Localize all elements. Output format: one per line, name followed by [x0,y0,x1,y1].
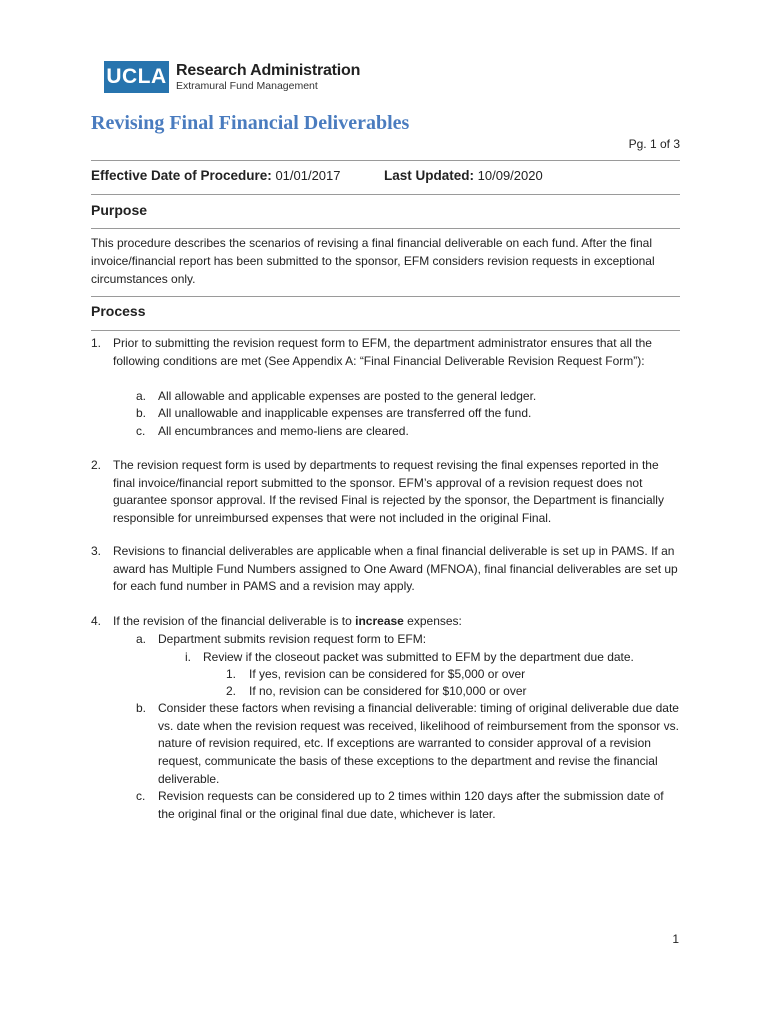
list-number: c. [136,424,146,438]
list-number: i. [185,650,191,664]
document-title: Revising Final Financial Deliverables [91,112,410,134]
list-item: All allowable and applicable expenses are posted to the general ledger. [158,389,537,403]
effective-date-value: 01/01/2017 [275,168,341,183]
divider [91,160,680,161]
emphasis-text: increase [355,614,404,628]
list-number: 1. [226,667,237,681]
list-item: All encumbrances and memo-liens are cleared. [158,424,409,438]
list-item: Review if the closeout packet was submitted to EFM by the department due date. [203,650,634,664]
list-number: a. [136,389,147,403]
list-number: c. [136,789,146,803]
process-heading: Process [91,303,146,319]
last-updated-label: Last Updated: [384,168,475,183]
page-number: 1 [672,932,679,946]
last-updated-value: 10/09/2020 [477,168,543,183]
logo-mark: UCLA [104,61,169,93]
list-number: 1. [91,336,102,350]
logo-subtitle: Extramural Fund Management [176,79,318,92]
list-item-text: If the revision of the financial deliverable is to [113,614,356,628]
list-item: Department submits revision request form to EFM: [158,632,427,646]
logo-title: Research Administration [176,61,361,79]
effective-date-label: Effective Date of Procedure: [91,168,272,183]
list-item: Revisions to financial deliverables are applicable when a final financial deliverable is set up in PAMS. If an award has Multiple Fund Numbers assigned to One Award (MFNOA), final financial deliverables are set up for each fund number in PAMS and a revision may apply. [113,544,678,594]
list-item: If yes, revision can be considered for $5,000 or over [249,667,526,681]
divider [91,296,680,297]
list-number: 2. [226,684,237,698]
list-number: 4. [91,614,102,628]
ucla-logo [104,61,360,93]
list-item-text: expenses: [403,614,462,628]
list-number: 2. [91,458,102,472]
purpose-heading: Purpose [91,202,148,218]
logo-text [176,63,360,92]
divider [91,228,680,229]
divider [91,194,680,195]
last-updated [384,168,543,183]
divider [91,330,680,331]
list-number: b. [136,406,147,420]
list-item: Consider these factors when revising a financial deliverable: timing of original deliverable due date vs. date when the revision request was received, likelihood of reimbursement from the sponsor vs. nature of revision required, etc. If exceptions are warranted to consider approval of a revision request, communicate the basis of these exceptions to the department and revise the financial deliverable. [158,701,679,786]
page-indicator: Pg. 1 of 3 [628,137,680,151]
list-item: Prior to submitting the revision request form to EFM, the department administrator ensures that all the following conditions are met (See Appendix A: “Final Financial Deliverable Revision Request Form”): [113,336,652,368]
list-number: b. [136,701,147,715]
list-item: Revision requests can be considered up to 2 times within 120 days after the submission date of the original final or the original final due date, whichever is later. [158,789,664,821]
effective-date [91,168,341,183]
list-number: 3. [91,544,102,558]
purpose-text: This procedure describes the scenarios of revising a final financial deliverable on each fund. After the final invoice/financial report has been submitted to the sponsor, EFM considers revision requests in exceptional circumstances only. [91,236,655,286]
list-item: All unallowable and inapplicable expenses are transferred off the fund. [158,406,532,420]
list-item: The revision request form is used by departments to request revising the final expenses reported in the final invoice/financial report submitted to the sponsor. EFM’s approval of a revision request does not guarantee sponsor approval. If the revised Final is rejected by the sponsor, the Department is financially responsible for unreimbursed expenses that were not included in the original Final. [113,458,664,526]
list-item [113,613,681,631]
list-item: If no, revision can be considered for $10,000 or over [249,684,527,698]
list-number: a. [136,632,147,646]
